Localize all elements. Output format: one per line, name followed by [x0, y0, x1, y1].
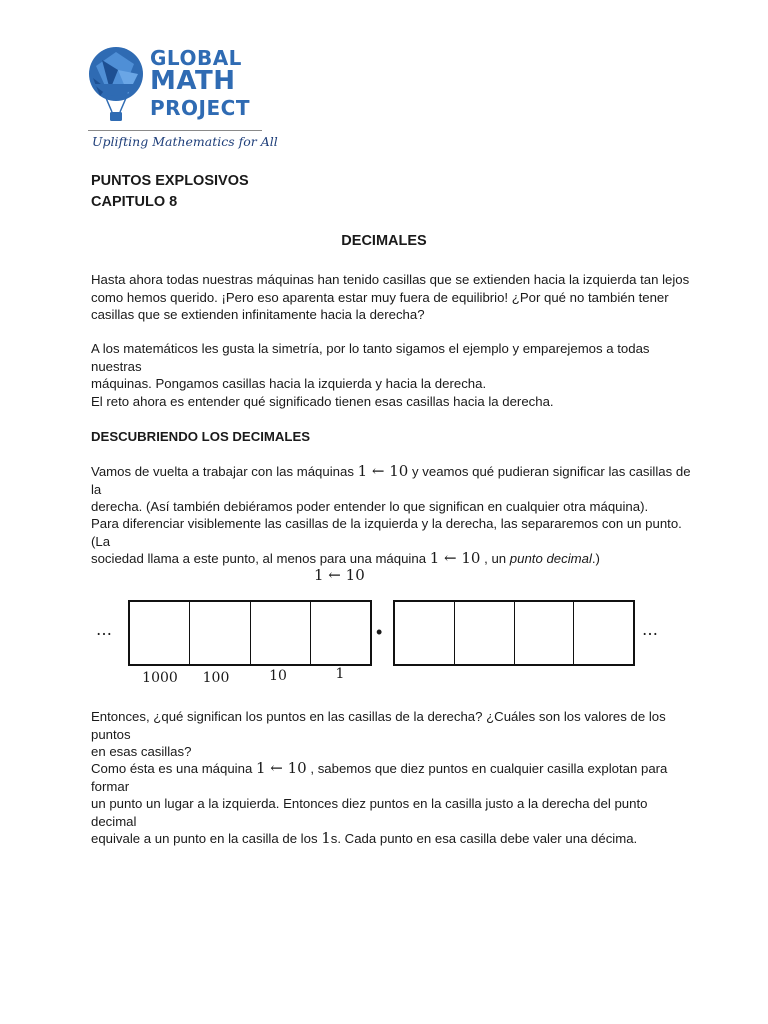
paragraph-7-line-3 [91, 830, 691, 848]
logo-word-global: GLOBAL [150, 46, 242, 70]
logo-divider [88, 130, 262, 131]
paragraph-5-line-2 [91, 550, 691, 568]
label-1000: 1000 [142, 670, 178, 686]
paragraph-1 [91, 271, 691, 324]
decimal-point: • [376, 622, 383, 642]
right-ellipsis: … [642, 620, 660, 639]
paragraph-6-line-2: en esas casillas? [91, 744, 192, 759]
paragraph-1-line-1: Hasta ahora todas nuestras máquinas han tenido casillas que se extienden hacia la izquierda tan lejos [91, 272, 690, 287]
p5-text-a: sociedad llama a este punto, al menos para una máquina [91, 551, 430, 566]
paragraph-4-line-1 [91, 463, 691, 498]
page-title: DECIMALES [341, 233, 427, 249]
logo-word-math: MATH [150, 66, 236, 96]
paragraph-2 [91, 340, 691, 393]
box-right-2 [455, 602, 515, 664]
paragraph-2-line-2: máquinas. Pongamos casillas hacia la izquierda y hacia la derecha. [91, 376, 487, 391]
paragraph-5 [91, 515, 691, 568]
left-boxes [128, 600, 372, 666]
p5-emphasis: punto decimal [509, 551, 592, 566]
p4-text-a: Vamos de vuelta a trabajar con las máquinas [91, 464, 358, 479]
global-math-project-logo [88, 44, 288, 154]
p7-text-a: Como ésta es una máquina [91, 761, 256, 776]
paragraph-2-line-1: A los matemáticos les gusta la simetría, por lo tanto sigamos el ejemplo y emparejemos a todas nuestras [91, 341, 650, 374]
paragraph-4 [91, 463, 691, 516]
box-right-1 [395, 602, 455, 664]
p7-text-l3a: equivale a un punto en la casilla de los [91, 831, 322, 846]
box-thousands [130, 602, 190, 664]
logo-word-project: PROJECT [150, 96, 250, 120]
p5-text-c: .) [591, 551, 600, 566]
paragraph-7-line-2: un punto un lugar a la izquierda. Entonces diez puntos en la casilla justo a la derecha del punto decimal [91, 796, 648, 829]
p4-math-machine: 1 ← 10 [357, 462, 409, 480]
p7-math-one: 1 [321, 829, 331, 847]
header-line-1: PUNTOS EXPLOSIVOS [91, 173, 249, 189]
box-right-4 [574, 602, 633, 664]
logo-tagline: Uplifting Mathematics for All [92, 134, 278, 149]
machine-diagram [92, 566, 682, 686]
box-ones [311, 602, 370, 664]
box-tens [251, 602, 311, 664]
header-line-2: CAPITULO 8 [91, 194, 178, 210]
paragraph-3-line-1: El reto ahora es entender qué significado tienen esas casillas hacia la derecha. [91, 394, 554, 409]
label-1: 1 [335, 666, 345, 682]
p7-math-machine: 1 ← 10 [255, 759, 307, 777]
box-hundreds [190, 602, 250, 664]
paragraph-3 [91, 393, 691, 411]
box-right-3 [515, 602, 575, 664]
p5-math-machine: 1 ← 10 [429, 549, 481, 567]
paragraph-7 [91, 760, 691, 848]
label-10: 10 [269, 668, 287, 684]
paragraph-6 [91, 708, 691, 761]
diagram-machine-label: 1 ← 10 [314, 566, 365, 584]
paragraph-1-line-3: casillas que se extienden infinitamente hacia la derecha? [91, 307, 425, 322]
section-heading: DESCUBRIENDO LOS DECIMALES [91, 429, 311, 444]
paragraph-1-line-2: como hemos querido. ¡Pero eso aparenta estar muy fuera de equilibrio! ¿Por qué no también tener [91, 289, 669, 305]
p7-text-b: , sabemos que diez puntos en cualquier casilla explotan para formar [91, 761, 668, 794]
paragraph-4-line-2: derecha. (Así también debiéramos poder entender lo que significan en cualquier otra máquina). [91, 499, 649, 514]
left-ellipsis: … [96, 620, 114, 639]
p5-text-b: , un [480, 551, 510, 566]
paragraph-6-line-1: Entonces, ¿qué significan los puntos en las casillas de la derecha? ¿Cuáles son los valores de los puntos [91, 709, 666, 742]
paragraph-5-line-1: Para diferenciar visiblemente las casillas de la izquierda y la derecha, las separaremos con un punto. (La [91, 516, 682, 549]
hot-air-balloon-icon [88, 44, 144, 126]
p4-text-b: y veamos qué pudieran significar las casillas de la [91, 464, 691, 497]
right-boxes [393, 600, 635, 666]
label-100: 100 [202, 670, 230, 686]
p7-text-l3b: s. Cada punto en esa casilla debe valer una décima. [330, 831, 638, 846]
paragraph-7-line-1 [91, 760, 691, 795]
